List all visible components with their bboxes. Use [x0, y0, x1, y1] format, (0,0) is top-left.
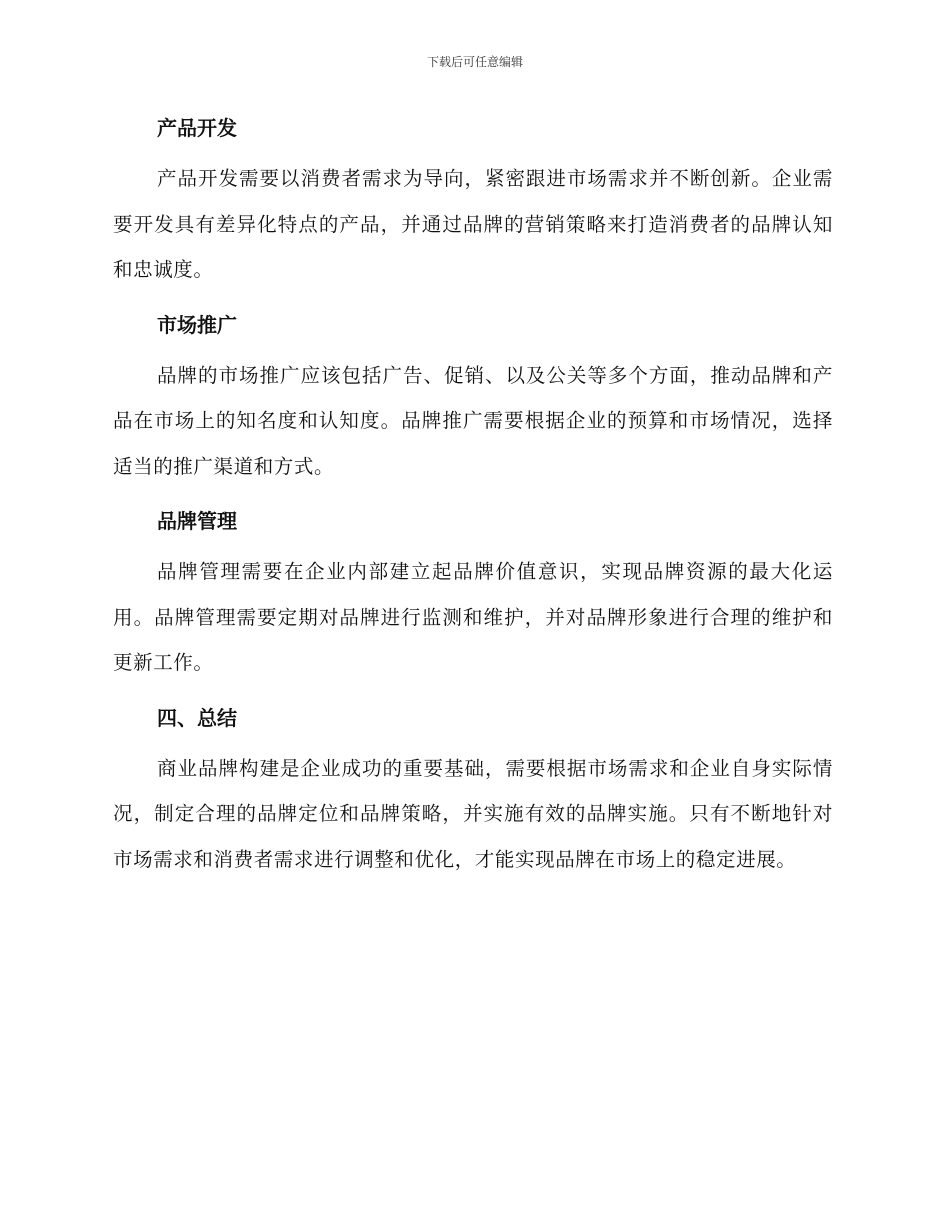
section-heading: 四、总结	[157, 705, 237, 730]
section-brand-management	[113, 505, 833, 702]
page-header: 下载后可任意编辑	[426, 55, 523, 69]
section-paragraph: 商业品牌构建是企业成功的重要基础，需要根据市场需求和企业自身实际情况，制定合理的品牌定位和品牌策略，并实施有效的品牌实施。只有不断地针对市场需求和消费者需求进行调整和优化，才能实现品牌在市场上的稳定进展。	[113, 756, 833, 871]
section-heading: 市场推广	[157, 312, 237, 337]
section-product-development	[113, 112, 833, 309]
section-paragraph: 品牌的市场推广应该包括广告、促销、以及公关等多个方面，推动品牌和产品在市场上的知名度和认知度。品牌推广需要根据企业的预算和市场情况，选择适当的推广渠道和方式。	[113, 363, 833, 478]
section-market-promotion	[113, 309, 833, 506]
section-paragraph: 品牌管理需要在企业内部建立起品牌价值意识，实现品牌资源的最大化运用。品牌管理需要定期对品牌进行监测和维护，并对品牌形象进行合理的维护和更新工作。	[113, 560, 833, 674]
document-body	[113, 112, 833, 882]
section-heading: 产品开发	[157, 116, 237, 140]
section-summary	[113, 702, 833, 883]
section-heading: 品牌管理	[157, 509, 237, 533]
section-paragraph: 产品开发需要以消费者需求为导向，紧密跟进市场需求并不断创新。企业需要开发具有差异化特点的产品，并通过品牌的营销策略来打造消费者的品牌认知和忠诚度。	[113, 167, 833, 281]
